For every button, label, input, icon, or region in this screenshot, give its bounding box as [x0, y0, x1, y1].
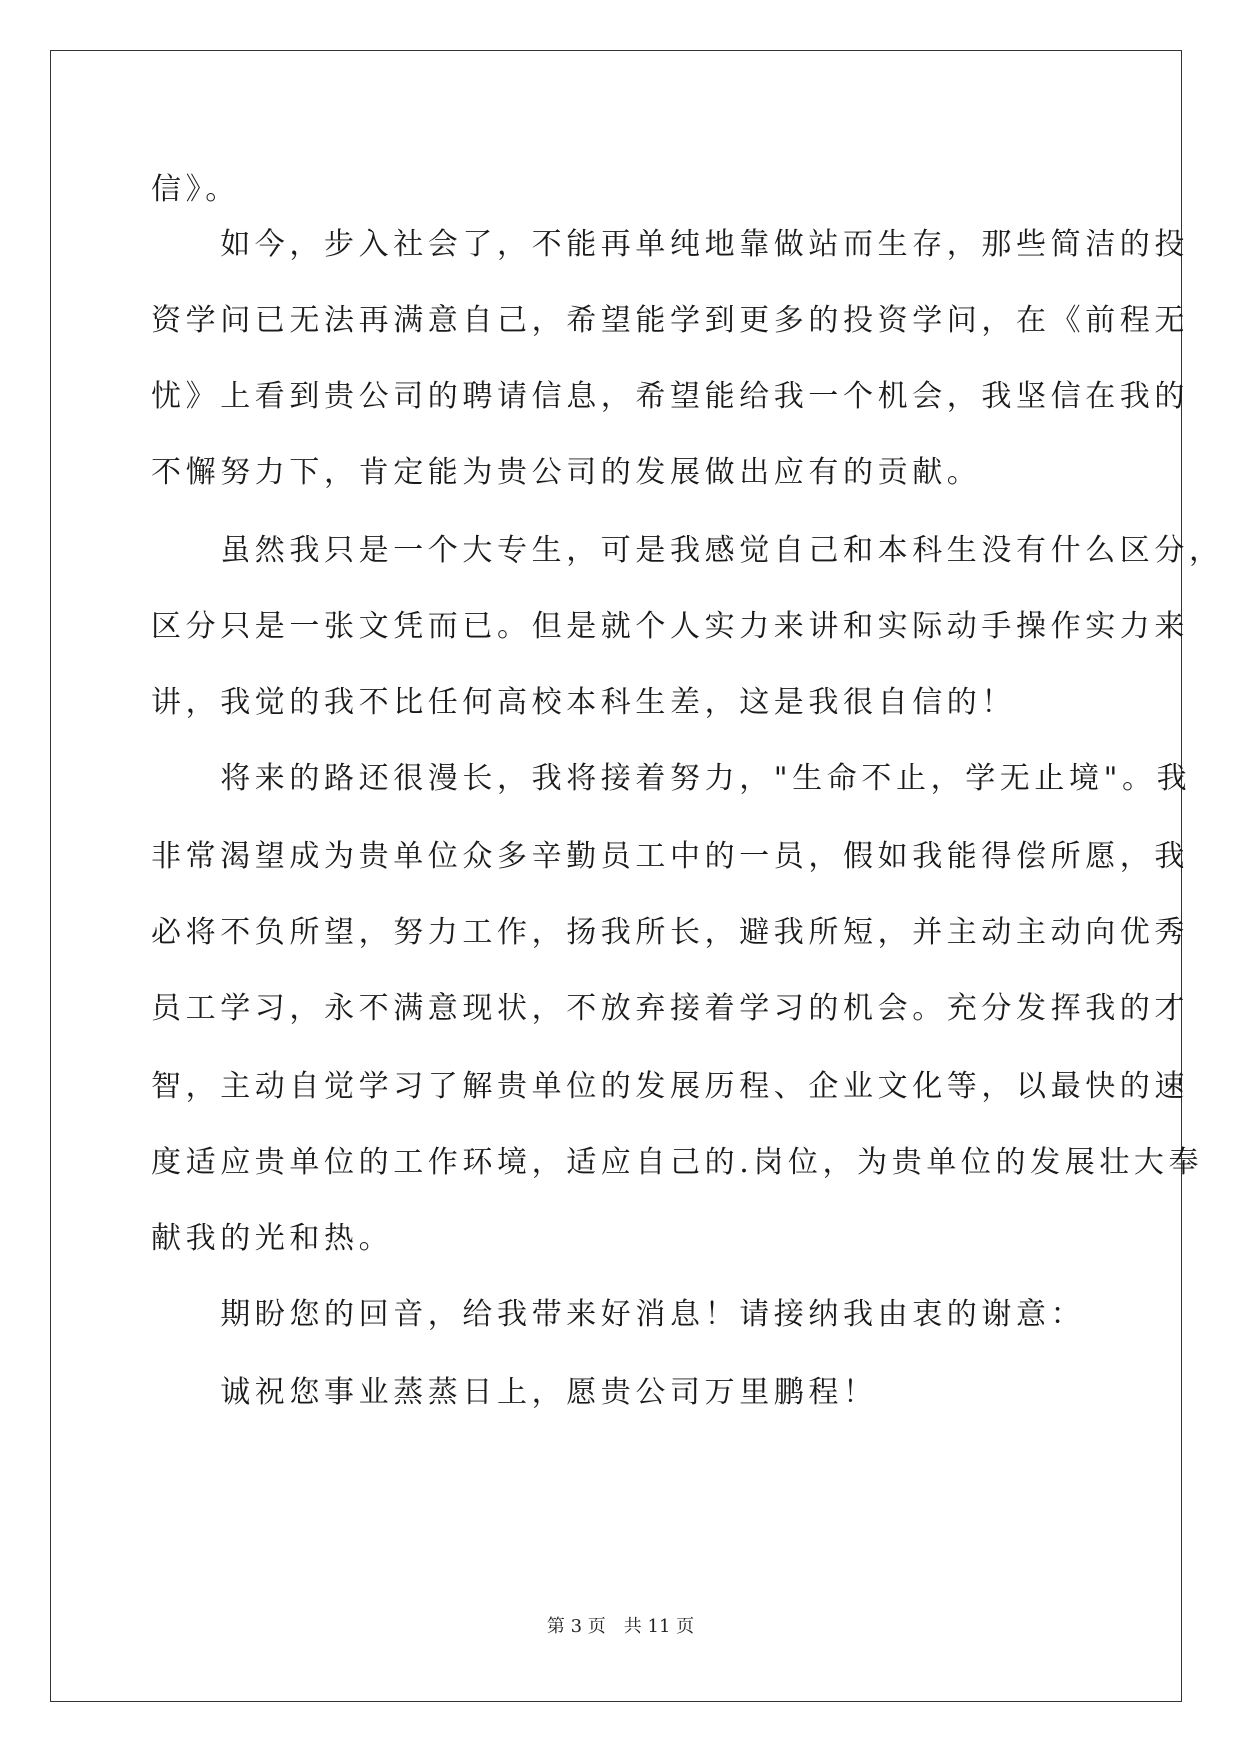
- text-line: 如今，步入社会了，不能再单纯地靠做站而生存，那些简洁的投: [151, 227, 1189, 262]
- text-line: 讲，我觉的我不比任何高校本科生差，这是我很自信的！: [151, 685, 1016, 720]
- text-line: 必将不负所望，努力工作，扬我所长，避我所短，并主动主动向优秀: [151, 915, 1189, 950]
- text-line: 资学问已无法再满意自己，希望能学到更多的投资学问，在《前程无: [151, 303, 1189, 338]
- text-line: 不懈努力下，肯定能为贵公司的发展做出应有的贡献。: [151, 455, 982, 490]
- text-line: 度适应贵单位的工作环境，适应自己的.岗位，为贵单位的发展壮大奉: [151, 1145, 1204, 1180]
- text-line: 智，主动自觉学习了解贵单位的发展历程、企业文化等，以最快的速: [151, 1069, 1189, 1104]
- text-line: 非常渴望成为贵单位众多辛勤员工中的一员，假如我能得偿所愿，我: [151, 839, 1189, 874]
- text-line: 信》。: [151, 172, 240, 207]
- page-number: 第 3 页 共 11 页: [546, 1616, 695, 1637]
- text-line: 区分只是一张文凭而已。但是就个人实力来讲和实际动手操作实力来: [151, 609, 1189, 644]
- text-line: 虽然我只是一个大专生，可是我感觉自己和本科生没有什么区分，: [151, 533, 1224, 568]
- text-line: 员工学习，永不满意现状，不放弃接着学习的机会。充分发挥我的才: [151, 991, 1189, 1026]
- text-line: 期盼您的回音，给我带来好消息！请接纳我由衷的谢意：: [151, 1297, 1086, 1332]
- text-line: 将来的路还很漫长，我将接着努力，"生命不止，学无止境"。我: [151, 761, 1192, 796]
- text-line: 忧》上看到贵公司的聘请信息，希望能给我一个机会，我坚信在我的: [151, 379, 1189, 414]
- text-line: 献我的光和热。: [151, 1221, 394, 1256]
- text-line: 诚祝您事业蒸蒸日上，愿贵公司万里鹏程！: [151, 1375, 878, 1410]
